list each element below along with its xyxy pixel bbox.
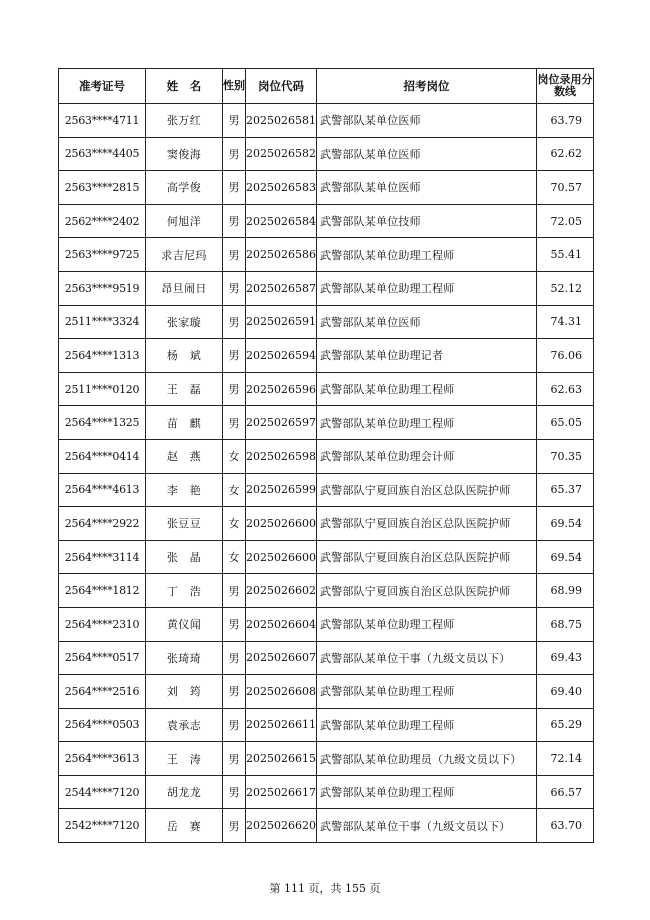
post-code-cell: 2025026583 [246,171,317,205]
name-cell: 何旭洋 [146,204,223,238]
post-cell: 武警部队某单位助理员（九级文员以下） [317,742,537,776]
gender-cell: 男 [223,137,246,171]
exam-id-cell: 2564****2922 [59,507,146,541]
score-cell: 69.43 [537,641,594,675]
score-cell: 52.12 [537,271,594,305]
gender-cell: 男 [223,742,246,776]
table-row [59,775,594,809]
score-cell: 68.75 [537,607,594,641]
gender-cell: 女 [223,507,246,541]
gender-cell: 男 [223,271,246,305]
score-cell: 72.05 [537,204,594,238]
post-code-cell: 2025026620 [246,809,317,843]
name-cell: 昂旦闹日 [146,271,223,305]
post-code-cell: 2025026599 [246,473,317,507]
exam-id-cell: 2564****0414 [59,439,146,473]
name-cell: 求吉尼玛 [146,238,223,272]
name-cell: 窦俊海 [146,137,223,171]
table-row [59,540,594,574]
table-row [59,271,594,305]
gender-cell: 男 [223,406,246,440]
gender-cell: 男 [223,171,246,205]
post-cell: 武警部队某单位医师 [317,171,537,205]
table-row [59,372,594,406]
post-cell: 武警部队某单位医师 [317,104,537,138]
name-cell: 王 涛 [146,742,223,776]
score-cell: 69.54 [537,507,594,541]
post-code-cell: 2025026600 [246,507,317,541]
gender-cell: 男 [223,809,246,843]
post-cell: 武警部队某单位助理工程师 [317,238,537,272]
exam-id-cell: 2511****0120 [59,372,146,406]
exam-id-cell: 2564****3613 [59,742,146,776]
name-cell: 张豆豆 [146,507,223,541]
table-row [59,675,594,709]
post-code-cell: 2025026598 [246,439,317,473]
exam-id-cell: 2563****4711 [59,104,146,138]
score-cell: 62.62 [537,137,594,171]
table-row [59,305,594,339]
exam-id-cell: 2564****3114 [59,540,146,574]
gender-cell: 男 [223,104,246,138]
gender-cell: 男 [223,305,246,339]
post-code-cell: 2025026586 [246,238,317,272]
header-exam-id: 准考证号 [59,69,146,104]
score-cell: 55.41 [537,238,594,272]
name-cell: 张琦琦 [146,641,223,675]
exam-id-cell: 2542****7120 [59,809,146,843]
score-cell: 63.79 [537,104,594,138]
gender-cell: 男 [223,574,246,608]
exam-id-cell: 2564****0503 [59,708,146,742]
gender-cell: 男 [223,775,246,809]
exam-id-cell: 2564****4613 [59,473,146,507]
exam-id-cell: 2563****2815 [59,171,146,205]
exam-id-cell: 2564****0517 [59,641,146,675]
score-cell: 65.37 [537,473,594,507]
post-code-cell: 2025026615 [246,742,317,776]
post-cell: 武警部队宁夏回族自治区总队医院护师 [317,473,537,507]
score-cell: 66.57 [537,775,594,809]
gender-cell: 男 [223,372,246,406]
table-row [59,641,594,675]
post-code-cell: 2025026587 [246,271,317,305]
name-cell: 岳 赛 [146,809,223,843]
name-cell: 黄仪闻 [146,607,223,641]
table-row [59,607,594,641]
table-row [59,708,594,742]
name-cell: 张 晶 [146,540,223,574]
name-cell: 张万红 [146,104,223,138]
score-cell: 63.70 [537,809,594,843]
post-code-cell: 2025026596 [246,372,317,406]
exam-id-cell: 2564****1313 [59,339,146,373]
exam-id-cell: 2564****1812 [59,574,146,608]
gender-cell: 男 [223,238,246,272]
post-cell: 武警部队某单位助理工程师 [317,271,537,305]
score-cell: 69.40 [537,675,594,709]
post-cell: 武警部队宁夏回族自治区总队医院护师 [317,574,537,608]
post-code-cell: 2025026608 [246,675,317,709]
post-cell: 武警部队宁夏回族自治区总队医院护师 [317,540,537,574]
name-cell: 李 艳 [146,473,223,507]
score-cell: 69.54 [537,540,594,574]
table-row [59,473,594,507]
post-code-cell: 2025026594 [246,339,317,373]
post-code-cell: 2025026611 [246,708,317,742]
name-cell: 苗 麒 [146,406,223,440]
exam-id-cell: 2563****9519 [59,271,146,305]
post-cell: 武警部队某单位医师 [317,305,537,339]
table-row [59,104,594,138]
table-row [59,742,594,776]
gender-cell: 男 [223,204,246,238]
gender-cell: 男 [223,339,246,373]
name-cell: 赵 燕 [146,439,223,473]
table-row [59,137,594,171]
table-row [59,171,594,205]
score-cell: 70.57 [537,171,594,205]
exam-id-cell: 2564****1325 [59,406,146,440]
post-code-cell: 2025026581 [246,104,317,138]
post-cell: 武警部队某单位助理工程师 [317,372,537,406]
table-row [59,238,594,272]
score-cell: 62.63 [537,372,594,406]
gender-cell: 女 [223,540,246,574]
name-cell: 张家璇 [146,305,223,339]
post-cell: 武警部队某单位助理工程师 [317,708,537,742]
table-row [59,406,594,440]
post-cell: 武警部队某单位助理记者 [317,339,537,373]
score-cell: 70.35 [537,439,594,473]
post-code-cell: 2025026600 [246,540,317,574]
name-cell: 袁承志 [146,708,223,742]
gender-cell: 女 [223,439,246,473]
score-cell: 65.29 [537,708,594,742]
post-code-cell: 2025026604 [246,607,317,641]
table-row [59,574,594,608]
post-code-cell: 2025026582 [246,137,317,171]
post-cell: 武警部队某单位助理工程师 [317,775,537,809]
header-name: 姓 名 [146,69,223,104]
post-cell: 武警部队宁夏回族自治区总队医院护师 [317,507,537,541]
header-gender: 性别 [223,69,246,104]
score-table [58,68,594,843]
post-cell: 武警部队某单位医师 [317,137,537,171]
post-code-cell: 2025026591 [246,305,317,339]
gender-cell: 男 [223,675,246,709]
gender-cell: 男 [223,708,246,742]
post-cell: 武警部队某单位助理工程师 [317,607,537,641]
gender-cell: 男 [223,607,246,641]
post-code-cell: 2025026584 [246,204,317,238]
post-cell: 武警部队某单位干事（九级文员以下） [317,641,537,675]
exam-id-cell: 2511****3324 [59,305,146,339]
exam-id-cell: 2544****7120 [59,775,146,809]
score-cell: 74.31 [537,305,594,339]
post-code-cell: 2025026602 [246,574,317,608]
gender-cell: 男 [223,641,246,675]
name-cell: 胡龙龙 [146,775,223,809]
post-cell: 武警部队某单位技师 [317,204,537,238]
exam-id-cell: 2564****2516 [59,675,146,709]
post-code-cell: 2025026617 [246,775,317,809]
table-row [59,339,594,373]
post-code-cell: 2025026607 [246,641,317,675]
header-score-line: 岗位录用分数线 [537,69,594,104]
exam-id-cell: 2564****2310 [59,607,146,641]
name-cell: 刘 筠 [146,675,223,709]
score-cell: 65.05 [537,406,594,440]
page-number: 第 111 页，共 155 页 [269,882,381,895]
post-cell: 武警部队某单位助理会计师 [317,439,537,473]
post-cell: 武警部队某单位助理工程师 [317,406,537,440]
post-cell: 武警部队某单位干事（九级文员以下） [317,809,537,843]
score-cell: 72.14 [537,742,594,776]
name-cell: 丁 浩 [146,574,223,608]
header-post: 招考岗位 [317,69,537,104]
header-post-code: 岗位代码 [246,69,317,104]
table-row [59,204,594,238]
table-row [59,439,594,473]
exam-id-cell: 2563****4405 [59,137,146,171]
table-row [59,809,594,843]
name-cell: 高学俊 [146,171,223,205]
exam-id-cell: 2563****9725 [59,238,146,272]
table-body [59,104,594,843]
gender-cell: 女 [223,473,246,507]
table-header-row [59,69,594,104]
post-cell: 武警部队某单位助理工程师 [317,675,537,709]
score-cell: 68.99 [537,574,594,608]
exam-id-cell: 2562****2402 [59,204,146,238]
post-code-cell: 2025026597 [246,406,317,440]
table-row [59,507,594,541]
name-cell: 杨 斌 [146,339,223,373]
score-cell: 76.06 [537,339,594,373]
name-cell: 王 磊 [146,372,223,406]
